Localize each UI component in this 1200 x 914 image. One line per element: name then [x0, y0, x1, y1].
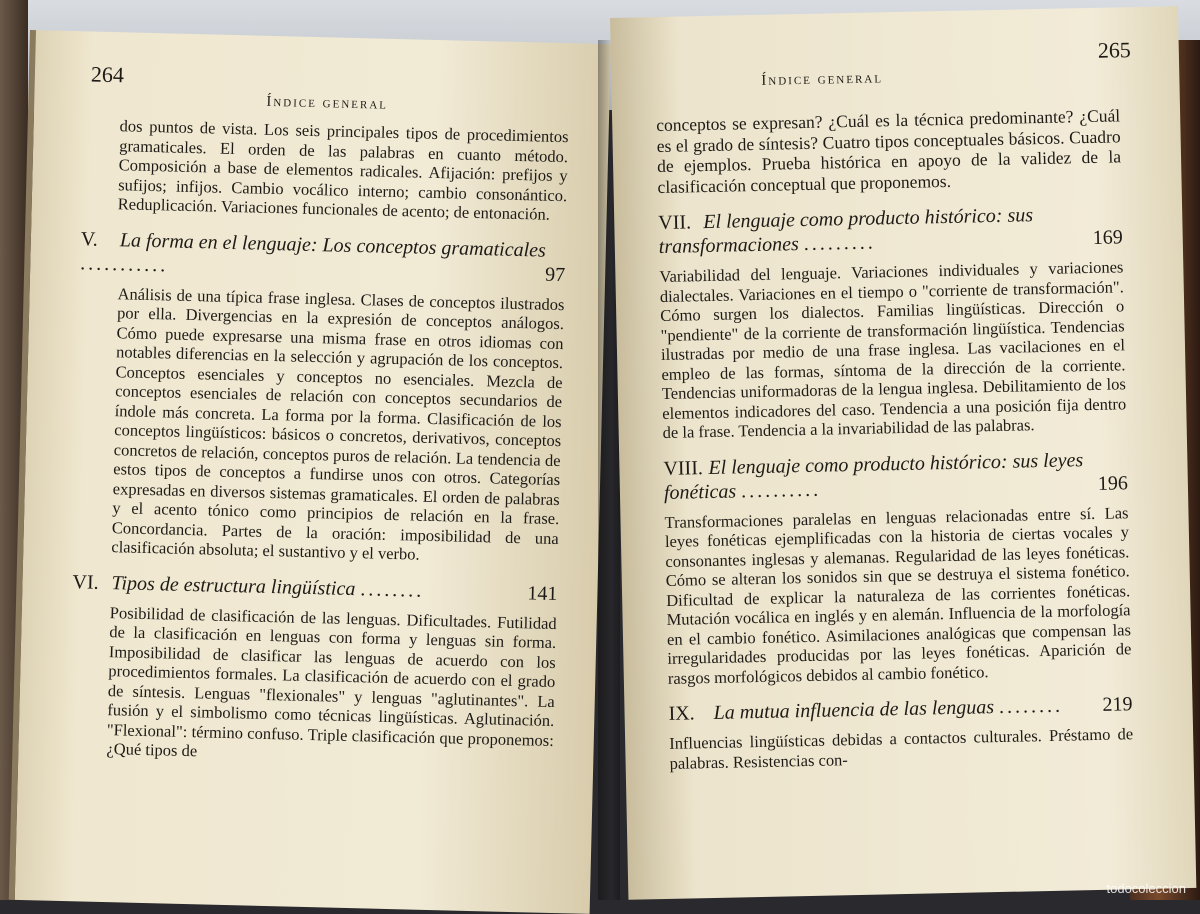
leader-dots: ........ [360, 577, 425, 602]
chapter-number: V. [80, 227, 99, 251]
chapter-summary: Influencias lingüísticas debidas a contactos culturales. Préstamo de palabras. Resistencias con- [669, 724, 1134, 773]
chapter-summary: Posibilidad de clasificación de las lenguas. Dificultades. Futilidad de la clasificación en lenguas con forma y lenguas sin forma. Imposibilidad de clasificar las lenguas de acuerdo con los procedimientos formales. La clasificación de acuerdo con el grado de síntesis. Lenguas "flexionales" y lenguas "aglutinantes". La fusión y el simbolismo como técnicas lingüísticas. Aglutinación. "Flexional": término confuso. Triple clasificación que proponemos: ¿Qué tipos de [106, 602, 557, 761]
chapter-title: El lenguaje como producto histórico: sus transformaciones [658, 204, 1034, 259]
chapter-title: Tipos de estructura lingüística [111, 571, 356, 600]
leader-dots: ........... [80, 251, 169, 276]
chapter-page: 97 [544, 263, 566, 286]
chapter-number: VI. [72, 570, 99, 594]
chapter-page: 219 [1102, 693, 1133, 716]
chapter-entry [72, 570, 557, 606]
page-number: 264 [90, 61, 125, 88]
chapter-title: La mutua influencia de las lenguas [713, 696, 995, 724]
page-number: 265 [1097, 37, 1132, 63]
chapter-entry [663, 447, 1128, 505]
open-book [10, 0, 1185, 900]
running-header: Índice general [266, 93, 389, 113]
chapter-number: VIII. [663, 456, 704, 480]
right-page [610, 6, 1196, 900]
chapter-number: VII. [658, 211, 692, 235]
chapter-page: 196 [1097, 471, 1129, 495]
chapter-page: 169 [1092, 226, 1123, 249]
watermark: todocoleccion [1106, 881, 1186, 896]
chapter-summary: Análisis de una típica frase inglesa. Clases de conceptos ilustrados por ella. Divergencias en la expresión de conceptos análogos. Cómo puede expresarse una misma frase en otros idiomas con notables diferencias en la selección y agrupación de los conceptos. Conceptos esenciales y conceptos no esenciales. Mezcla de conceptos esenciales de relación con conceptos secundarios de índole más concreta. La forma por la forma. Clasificación de los conceptos lingüísticos: básicos o concretos, derivativos, conceptos concretos de relación, conceptos puros de relación. La tendencia de estos tipos de conceptos a fundirse unos con otros. Categorías expresadas en diversos sistemas gramaticales. El orden de palabras y el acento tónico como principios de relación en la frase. Concordancia. Partes de la oración: imposibilidad de una clasificación absoluta; el sustantivo y el verbo. [111, 283, 565, 564]
chapter-entry [668, 692, 1132, 726]
chapter-title: La forma en el lenguaje: Los conceptos gramaticales [119, 228, 547, 262]
left-page [9, 30, 611, 914]
running-header: Índice general [761, 70, 884, 89]
chapter-entry [80, 227, 566, 287]
page-content [68, 115, 569, 769]
page-content [656, 105, 1134, 773]
leader-dots: .......... [740, 478, 822, 502]
chapter-entry [658, 201, 1123, 259]
chapter-page: 141 [527, 581, 558, 605]
section-summary: dos puntos de vista. Los seis principales tipos de procedimientos gramaticales. El orden de las palabras en cuanto método. Composición a base de elementos radicales. Afijación: prefijos y sufijos; infijos. Cambio vocálico interno; cambio consonántico. Reduplicación. Variaciones funcionales de acento; de entonación. [117, 116, 569, 224]
leader-dots: ......... [803, 231, 876, 255]
chapter-title: El lenguaje como producto histórico: sus leyes fonéticas [663, 448, 1084, 504]
section-summary: conceptos se expresan? ¿Cuál es la técnica predominante? ¿Cuál es el grado de síntesis? Cuatro tipos conceptuales básicos. Cuadro de ejemplos. Prueba histórica en apoyo de la validez de la clasificación conceptual que proponemos. [656, 105, 1122, 197]
chapter-summary: Variabilidad del lenguaje. Variaciones individuales y variaciones dialectales. Variaciones en el tiempo o "corriente de transformación". Cómo surgen los dialectos. Familias lingüísticas. Dirección o "pendiente" de la corriente de transformación lingüística. Tendencias ilustradas por medio de una frase inglesa. Las vacilaciones en el empleo de las formas, síntoma de la dirección de la corriente. Tendencias uniformadoras de la lengua inglesa. Debilitamiento de los elementos indicadores del caso. Tendencia a una posición fija dentro de la frase. Tendencia a la invariabilidad de las palabras. [659, 257, 1127, 442]
chapter-number: IX. [668, 702, 695, 725]
leader-dots: ........ [998, 694, 1064, 719]
chapter-summary: Transformaciones paralelas en lenguas relacionadas entre sí. Las leyes fonéticas ejemplificadas con la historia de ciertas vocales y consonantes inglesas y alemanas. Regularidad de las leyes fonéticas. Cómo se alteran los sonidos sin que se destruya el sistema fonético. Dificultad de explicar la naturaleza de las corrientes fonéticas. Mutación vocálica en inglés y en alemán. Influencia de la morfología en el cambio fonético. Asimilaciones analógicas que compensan las irregularidades producidas por las leyes fonéticas. Aparición de rasgos morfológicos debidos al cambio fonético. [664, 502, 1132, 688]
